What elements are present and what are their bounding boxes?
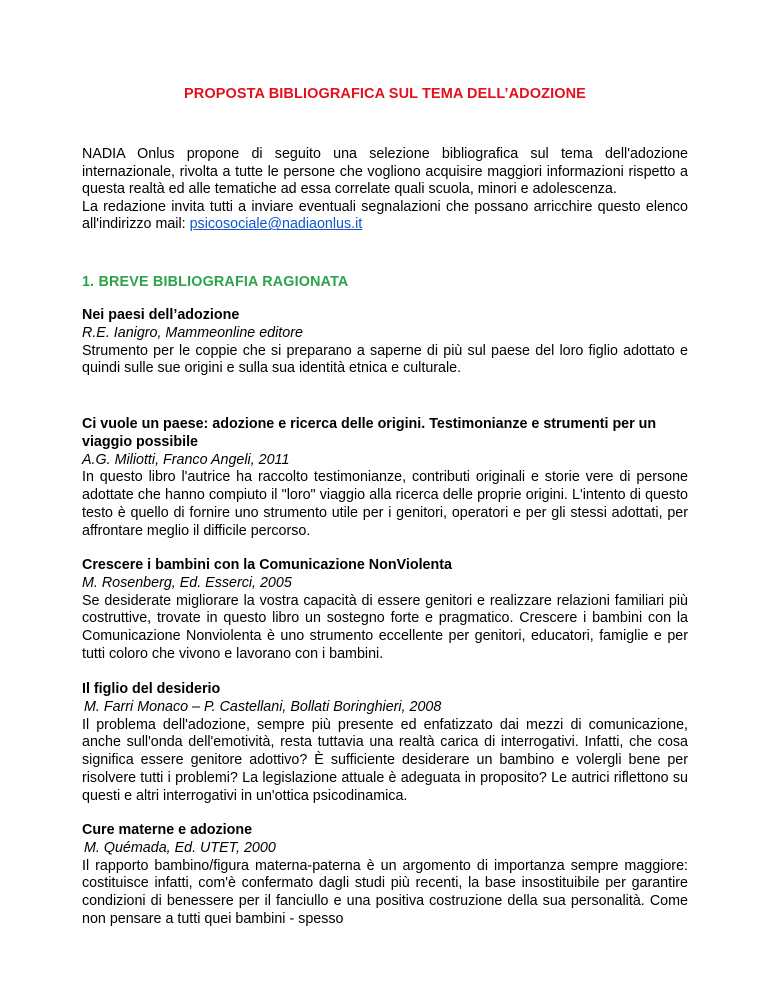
entry-title: Cure materne e adozione: [82, 822, 253, 838]
entry-description: Il rapporto bambino/figura materna-paterna è un argomento di importanza sempre maggiore: costituisce infatti, com'è confermato dagli studi più recenti, la base insostituibile per garantire condizioni di benessere per il fanciullo e una positiva costruzione della sua personalità. Come non pensare a tutti quei bambini - spesso: [82, 857, 688, 927]
intro-block: [82, 146, 688, 234]
bibliography-entry: [82, 307, 688, 378]
document-title: PROPOSTA BIBLIOGRAFICA SUL TEMA DELL’ADOZIONE: [184, 86, 586, 102]
intro-contact-paragraph: [82, 199, 688, 234]
entry-title: Il figlio del desiderio: [82, 681, 221, 697]
entry-description: Il problema dell'adozione, sempre più presente ed enfatizzato dai mezzi di comunicazione, anche sull'onda dell'emotività, resta tuttavia una realtà carica di interrogativi. Infatti, che cosa significa essere genitore adottivo? È sufficiente desiderare un bambino e volergli bene per risolvere tutti i problemi? La legislazione attuale è adeguata in proposito? Le autrici riflettono su questi e altri interrogativi in un'ottica psicodinamica.: [82, 716, 688, 804]
entry-title: Ci vuole un paese: adozione e ricerca delle origini. Testimonianze e strumenti per un viaggio possibile: [82, 416, 657, 450]
entry-title: Crescere i bambini con la Comunicazione NonViolenta: [82, 557, 452, 573]
entry-description: Se desiderate migliorare la vostra capacità di essere genitori e realizzare relazioni familiari più costruttive, trovate in questo libro un sostegno forte e pragmatico. Crescere i bambini con la Comunicazione Nonviolenta è uno strumento eccellente per genitori, educatori, famiglie e per tutti coloro che vivono e lavorano con i bambini.: [82, 592, 688, 662]
entry-author: M. Farri Monaco – P. Castellani, Bollati Boringhieri, 2008: [84, 698, 442, 715]
entry-author: M. Quémada, Ed. UTET, 2000: [84, 839, 276, 856]
bibliography-entry: [82, 822, 688, 929]
bibliography-entry: [82, 681, 688, 806]
entry-author: R.E. Ianigro, Mammeonline editore: [82, 324, 303, 341]
entry-title: Nei paesi dell’adozione: [82, 307, 240, 323]
entry-author: A.G. Miliotti, Franco Angeli, 2011: [82, 451, 290, 468]
intro-contact-text: La redazione invita tutti a inviare eventuali segnalazioni che possano arricchire questo elenco all'indirizzo mail:: [82, 198, 688, 233]
intro-paragraph: NADIA Onlus propone di seguito una selezione bibliografica sul tema dell'adozione internazionale, rivolta a tutte le persone che vogliono acquisire maggiori informazioni rispetto a questa realtà ed alle tematiche ad essa correlate quali scuola, minori e adolescenza.: [82, 146, 688, 198]
bibliography-entry: [82, 557, 688, 664]
section-heading: 1. BREVE BIBLIOGRAFIA RAGIONATA: [82, 274, 349, 290]
entry-description: Strumento per le coppie che si preparano a saperne di più sul paese del loro figlio adottato e quindi sulle sue origini e sulla sua identità etnica e culturale.: [82, 342, 688, 377]
email-link[interactable]: psicosociale@nadiaonlus.it: [189, 216, 363, 233]
entry-author: M. Rosenberg, Ed. Esserci, 2005: [82, 574, 292, 591]
bibliography-entry: [82, 416, 688, 541]
entry-description: In questo libro l'autrice ha raccolto testimonianze, contributi originali e storie vere di persone adottate che hanno compiuto il "loro" viaggio alla ricerca delle proprie origini. L'intento di questo testo è quello di fornire uno strumento utile per i genitori, operatori e per gli stessi adottati, per affrontare meglio il difficile percorso.: [82, 469, 688, 539]
